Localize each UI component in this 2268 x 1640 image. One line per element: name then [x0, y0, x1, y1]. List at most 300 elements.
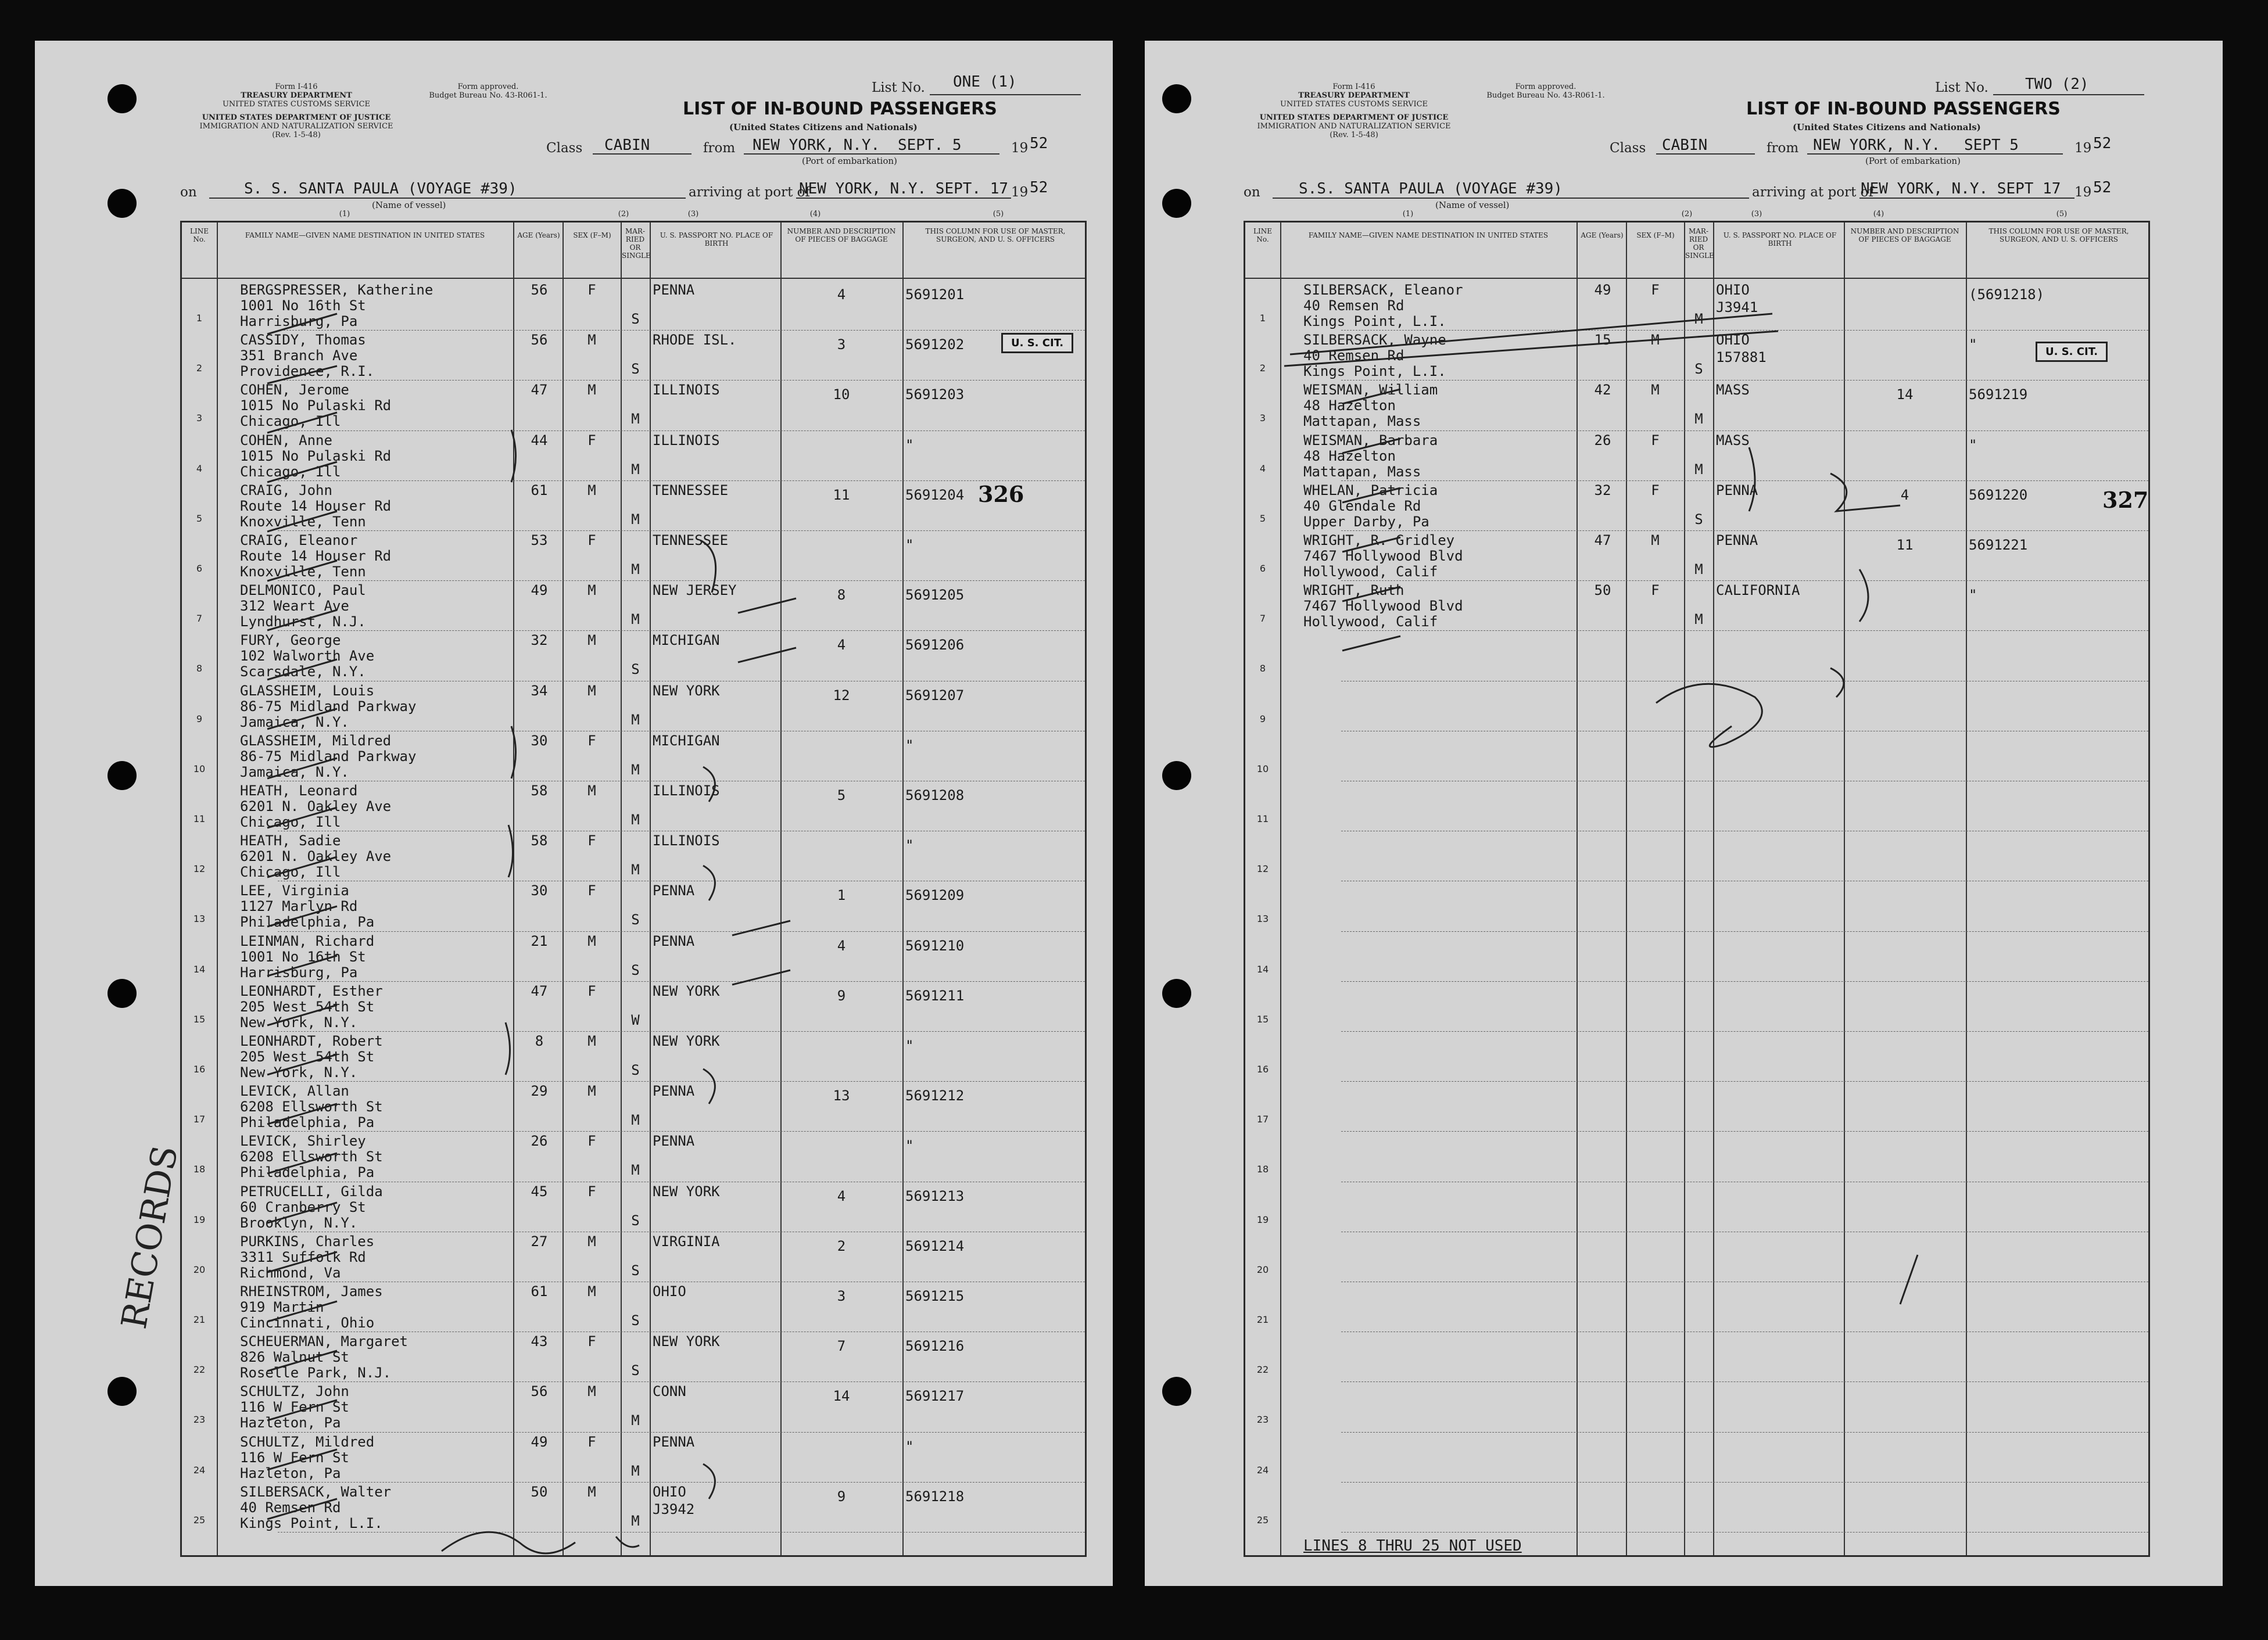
passenger-name: BERGSPRESSER, Katherine: [240, 282, 433, 298]
passenger-sex: M: [587, 932, 596, 949]
passenger-sex: M: [587, 582, 596, 599]
class-line: [1656, 153, 1755, 155]
place-of-birth: ILLINOIS: [653, 832, 720, 849]
passenger-name: HEATH, Sadie: [240, 832, 341, 849]
place-of-birth: MICHIGAN: [653, 732, 720, 749]
col-number: (5): [993, 210, 1004, 218]
baggage-count: 4: [837, 937, 846, 954]
row-line-number: 16: [1256, 1064, 1269, 1075]
marital-status: S: [631, 961, 640, 978]
row-line-number: 25: [1256, 1514, 1269, 1526]
arrival-year: 52: [1030, 179, 1048, 196]
row-separator: [1341, 1031, 2148, 1032]
row-line-number: 15: [193, 1013, 206, 1025]
address-city: Chicago, Ill: [240, 413, 341, 430]
row-line-number: 1: [196, 313, 203, 324]
address-city: Roselle Park, N.J.: [240, 1365, 392, 1381]
on-label: on: [1244, 185, 1260, 200]
passenger-sex: M: [587, 1283, 596, 1300]
passenger-name: SILBERSACK, Wayne: [1303, 332, 1446, 349]
place-of-birth: ILLINOIS: [653, 432, 720, 448]
place-of-birth: ILLINOIS: [653, 382, 720, 399]
from-date: SEPT 5: [1964, 137, 2019, 154]
officer-number: (5691218): [1969, 286, 2045, 303]
form-revision: (Rev. 1-5-48): [272, 131, 321, 139]
baggage-count: 13: [833, 1088, 850, 1104]
address-city: Chicago, Ill: [240, 814, 341, 830]
passenger-sex: F: [587, 1133, 596, 1150]
address-city: Philadelphia, Pa: [240, 1164, 375, 1181]
place-of-birth: TENNESSEE: [653, 532, 729, 548]
row-separator: [1341, 380, 2148, 381]
place-of-birth: NEW YORK: [653, 1183, 720, 1200]
address-street: 919 Martin: [240, 1299, 324, 1315]
baggage-count: 14: [1896, 386, 1914, 403]
address-city: Mattapan, Mass: [1303, 413, 1421, 430]
budget-bureau: Budget Bureau No. 43-R061-1.: [1486, 91, 1605, 100]
passenger-name: WEISMAN, William: [1303, 382, 1438, 399]
place-of-birth: CALIFORNIA: [1716, 582, 1800, 599]
us-cit-stamp: U. S. CIT.: [1001, 333, 1073, 353]
baggage-count: 4: [1900, 486, 1909, 503]
arriving-label: arriving at port of: [689, 185, 810, 200]
address-street: 3311 Suffolk Rd: [240, 1248, 366, 1265]
passenger-sex: F: [587, 1433, 596, 1450]
row-line-number: 18: [193, 1164, 206, 1175]
baggage-count: 4: [837, 286, 846, 303]
address-street: 48 Hazelton: [1303, 447, 1396, 464]
row-line-number: 19: [1256, 1214, 1269, 1225]
row-separator: [1341, 1482, 2148, 1483]
baggage-count: 1: [837, 887, 846, 904]
passenger-age: 30: [531, 882, 548, 899]
passenger-age: 45: [531, 1183, 548, 1200]
binder-hole: [108, 761, 137, 790]
baggage-count: 7: [837, 1338, 846, 1355]
passenger-sex: F: [587, 832, 596, 849]
passenger-age: 47: [531, 382, 548, 399]
agency-customs: UNITED STATES CUSTOMS SERVICE: [222, 100, 371, 109]
col-number: (1): [339, 210, 350, 218]
row-line-number: 19: [193, 1214, 206, 1225]
baggage-count: 3: [837, 1288, 846, 1304]
vessel-note: (Name of vessel): [372, 200, 446, 210]
officer-number: 5691205: [905, 587, 965, 604]
address-city: Philadelphia, Pa: [240, 914, 375, 931]
address-street: 351 Branch Ave: [240, 347, 358, 364]
address-city: Hazleton, Pa: [240, 1465, 341, 1481]
header-line: LINE No.: [190, 227, 209, 243]
row-line-number: 16: [193, 1064, 206, 1075]
col-number: (2): [618, 210, 629, 218]
address-street: 40 Remsen Rd: [240, 1499, 341, 1516]
form-number: Form I-416: [1332, 82, 1375, 91]
marital-status: M: [631, 1112, 640, 1129]
row-separator: [1341, 480, 2148, 481]
row-separator: [1341, 931, 2148, 932]
marital-status: M: [631, 761, 640, 778]
baggage-count: 11: [1896, 537, 1914, 553]
binder-hole: [108, 979, 137, 1008]
passenger-age: 26: [531, 1133, 548, 1150]
officer-number: ": [1969, 336, 1977, 353]
header-officers: THIS COLUMN FOR USE OF MASTER, SURGEON, AND U. S. OFFICERS: [1988, 227, 2129, 243]
row-separator: [278, 380, 1085, 381]
row-separator: [278, 480, 1085, 481]
passenger-name: CRAIG, Eleanor: [240, 532, 358, 548]
passenger-name: LEONHARDT, Robert: [240, 1033, 383, 1049]
place-of-birth: MICHIGAN: [653, 632, 720, 649]
row-separator: [278, 1432, 1085, 1433]
agency-customs: UNITED STATES CUSTOMS SERVICE: [1280, 100, 1428, 109]
place-of-birth: PENNA: [1716, 482, 1758, 498]
marital-status: M: [631, 411, 640, 428]
passenger-age: 61: [531, 482, 548, 498]
address-street: 102 Walworth Ave: [240, 648, 375, 665]
marital-status: M: [631, 561, 640, 577]
form-approved: Form approved.: [1515, 82, 1577, 91]
row-separator: [278, 981, 1085, 982]
baggage-count: 3: [837, 336, 846, 353]
form-approved: Form approved.: [457, 82, 519, 91]
address-city: Knoxville, Tenn: [240, 564, 366, 580]
list-no-value: ONE (1): [953, 73, 1017, 91]
row-line-number: 4: [196, 462, 203, 474]
row-separator: [1341, 530, 2148, 531]
address-street: Route 14 Houser Rd: [240, 548, 392, 564]
row-line-number: 20: [1256, 1264, 1269, 1275]
address-street: 40 Remsen Rd: [1303, 297, 1404, 314]
lines-not-used-note: LINES 8 THRU 25 NOT USED: [1303, 1537, 1522, 1555]
address-city: Richmond, Va: [240, 1264, 341, 1281]
vessel-name: S.S. SANTA PAULA (VOYAGE #39): [1299, 180, 1563, 198]
passenger-name: SCHULTZ, John: [240, 1383, 349, 1400]
place-of-birth: PENNA: [653, 1433, 695, 1450]
passenger-sex: F: [587, 432, 596, 448]
address-street: 6201 N. Oakley Ave: [240, 848, 392, 865]
manifest-sheet-left: [35, 41, 1113, 1586]
row-line-number: 23: [193, 1414, 206, 1426]
officer-number: ": [905, 1137, 914, 1154]
from-value: NEW YORK, N.Y.: [1813, 137, 1941, 154]
row-line-number: 14: [1256, 963, 1269, 975]
row-line-number: 12: [1256, 863, 1269, 875]
address-city: Upper Darby, Pa: [1303, 513, 1429, 530]
marital-status: S: [631, 1062, 640, 1078]
on-label: on: [180, 185, 197, 200]
binder-hole: [1162, 189, 1191, 218]
address-city: Knoxville, Tenn: [240, 513, 366, 530]
officer-number: 5691221: [1969, 537, 2028, 553]
row-line-number: 3: [196, 412, 203, 424]
passenger-age: 44: [531, 432, 548, 448]
row-line-number: 2: [1259, 363, 1266, 374]
place-of-birth: VIRGINIA: [653, 1233, 720, 1250]
marital-status: S: [1694, 361, 1703, 378]
page-number: 327: [2102, 487, 2149, 513]
passenger-name: LEVICK, Shirley: [240, 1133, 366, 1150]
year-prefix: 19: [1011, 141, 1029, 156]
officer-number: ": [905, 737, 914, 753]
officer-number: 5691206: [905, 637, 965, 654]
marital-status: M: [631, 1162, 640, 1179]
passenger-sex: F: [587, 982, 596, 999]
baggage-count: 2: [837, 1237, 846, 1254]
address-city: Brooklyn, N.Y.: [240, 1214, 358, 1231]
header-married: MAR-RIED OR SINGLE: [622, 227, 651, 260]
marital-status: S: [1694, 511, 1703, 527]
passenger-sex: F: [1651, 582, 1660, 599]
col-number: (5): [2056, 210, 2068, 218]
row-line-number: 5: [1259, 512, 1266, 524]
list-no-line: [1993, 94, 2144, 95]
header-name: FAMILY NAME—GIVEN NAME DESTINATION IN UNITED STATES: [1308, 231, 1549, 239]
passenger-sex: F: [1651, 282, 1660, 298]
address-street: 1001 No 16th St: [240, 297, 366, 314]
officer-number: 5691220: [1969, 486, 2028, 503]
passenger-name: CASSIDY, Thomas: [240, 332, 366, 349]
class-value: CABIN: [1662, 137, 1708, 154]
vessel-line: [209, 198, 686, 199]
row-line-number: 24: [193, 1464, 206, 1476]
row-line-number: 13: [1256, 913, 1269, 925]
row-line-number: 24: [1256, 1464, 1269, 1476]
address-street: 7467 Hollywood Blvd: [1303, 598, 1463, 615]
row-separator: [278, 931, 1085, 932]
baggage-count: 8: [837, 587, 846, 604]
passenger-sex: M: [587, 332, 596, 349]
arrival-line: [796, 198, 1011, 199]
passenger-age: 49: [531, 582, 548, 599]
row-separator: [1341, 1131, 2148, 1132]
passport-number: J3941: [1716, 299, 1758, 315]
passenger-age: 34: [531, 682, 548, 699]
binder-hole: [1162, 761, 1191, 790]
year-suffix: 52: [2093, 135, 2112, 152]
baggage-count: 4: [837, 1187, 846, 1204]
form-subtitle: (United States Citizens and Nationals): [1793, 122, 1981, 132]
marital-status: S: [631, 1212, 640, 1229]
form-title: LIST OF IN-BOUND PASSENGERS: [683, 99, 997, 119]
row-line-number: 25: [193, 1514, 206, 1526]
place-of-birth: NEW YORK: [653, 1333, 720, 1350]
row-line-number: 8: [1259, 663, 1266, 674]
address-street: 40 Glendale Rd: [1303, 497, 1421, 514]
passenger-name: RHEINSTROM, James: [240, 1283, 383, 1300]
officer-number: 5691213: [905, 1187, 965, 1204]
col-number: (4): [809, 210, 821, 218]
address-city: Kings Point, L.I.: [240, 1515, 383, 1531]
officer-number: 5691217: [905, 1388, 965, 1405]
passenger-sex: F: [587, 282, 596, 298]
place-of-birth: PENNA: [653, 882, 695, 899]
passenger-age: 50: [1594, 582, 1611, 599]
address-street: 86-75 Midland Parkway: [240, 748, 417, 765]
passenger-name: LEE, Virginia: [240, 882, 349, 899]
marital-status: M: [1694, 311, 1703, 327]
from-line: [1807, 153, 2063, 155]
passenger-sex: M: [587, 783, 596, 799]
officer-number: ": [905, 436, 914, 453]
passenger-sex: F: [587, 1333, 596, 1350]
baggage-count: 9: [837, 1488, 846, 1505]
place-of-birth: NEW YORK: [653, 982, 720, 999]
passenger-name: SCHEUERMAN, Margaret: [240, 1333, 408, 1350]
address-street: 86-75 Midland Parkway: [240, 698, 417, 715]
marital-status: S: [631, 311, 640, 327]
row-separator: [1341, 981, 2148, 982]
row-separator: [1341, 330, 2148, 331]
passenger-age: 58: [531, 832, 548, 849]
embark-note: (Port of embarkation): [802, 156, 897, 166]
officer-number: 5691202: [905, 336, 965, 353]
marital-status: M: [631, 611, 640, 628]
baggage-count: 4: [837, 637, 846, 654]
passenger-age: 21: [531, 932, 548, 949]
row-separator: [1341, 580, 2148, 581]
from-date: SEPT. 5: [898, 137, 962, 154]
passenger-age: 56: [531, 282, 548, 298]
row-line-number: 14: [193, 963, 206, 975]
address-city: Harrisburg, Pa: [240, 313, 358, 329]
passenger-sex: F: [1651, 482, 1660, 498]
row-line-number: 21: [193, 1314, 206, 1325]
row-separator: [278, 1081, 1085, 1082]
passenger-name: FURY, George: [240, 632, 341, 649]
passenger-sex: M: [1651, 382, 1660, 399]
row-line-number: 8: [196, 663, 203, 674]
from-label: from: [1767, 141, 1799, 156]
officer-number: ": [905, 1438, 914, 1455]
place-of-birth: CONN: [653, 1383, 686, 1400]
officer-number: 5691211: [905, 987, 965, 1004]
address-street: 1015 No Pulaski Rd: [240, 397, 392, 414]
marital-status: M: [631, 812, 640, 828]
address-city: Jamaica, N.Y.: [240, 713, 349, 730]
address-city: Kings Point, L.I.: [1303, 313, 1446, 329]
row-line-number: 15: [1256, 1013, 1269, 1025]
row-line-number: 9: [1259, 713, 1266, 724]
list-no-label: List No.: [872, 80, 925, 95]
place-of-birth: OHIO: [653, 1483, 686, 1500]
row-line-number: 7: [1259, 613, 1266, 625]
row-separator: [1341, 630, 2148, 631]
passenger-sex: M: [587, 1383, 596, 1400]
header-name: FAMILY NAME—GIVEN NAME DESTINATION IN UNITED STATES: [245, 231, 485, 239]
passenger-age: 8: [535, 1033, 544, 1049]
row-line-number: 2: [196, 363, 203, 374]
year-prefix: 19: [2074, 141, 2092, 156]
officer-number: 5691212: [905, 1088, 965, 1104]
header-passport: U. S. PASSPORT NO. PLACE OF BIRTH: [660, 231, 773, 247]
address-street: 1015 No Pulaski Rd: [240, 447, 392, 464]
col-number: (1): [1402, 210, 1414, 218]
passenger-age: 29: [531, 1083, 548, 1100]
officer-number: 5691214: [905, 1237, 965, 1254]
passenger-sex: M: [587, 482, 596, 498]
baggage-count: 9: [837, 987, 846, 1004]
address-city: Providence, R.I.: [240, 363, 375, 380]
agency-justice: UNITED STATES DEPARTMENT OF JUSTICE: [202, 113, 391, 122]
vessel-line: [1273, 198, 1749, 199]
page-number: 326: [978, 481, 1024, 507]
arrival-year-prefix: 19: [2074, 185, 2092, 200]
place-of-birth: OHIO: [653, 1283, 686, 1300]
officer-number: 5691219: [1969, 386, 2028, 403]
passenger-age: 53: [531, 532, 548, 548]
row-separator: [278, 1482, 1085, 1483]
address-street: 116 W Fern St: [240, 1399, 349, 1416]
place-of-birth: MASS: [1716, 382, 1750, 399]
binder-hole: [108, 1377, 137, 1406]
marital-status: S: [631, 1362, 640, 1379]
header-passport: U. S. PASSPORT NO. PLACE OF BIRTH: [1723, 231, 1837, 247]
address-street: 312 Weart Ave: [240, 598, 349, 615]
passenger-age: 47: [1594, 532, 1611, 548]
marital-status: M: [631, 1412, 640, 1429]
baggage-count: 11: [833, 486, 850, 503]
passenger-name: COHEN, Anne: [240, 432, 332, 448]
passenger-sex: F: [1651, 432, 1660, 448]
passenger-age: 47: [531, 982, 548, 999]
marital-status: S: [631, 911, 640, 928]
marital-status: M: [631, 461, 640, 478]
passenger-sex: M: [1651, 532, 1660, 548]
form-subtitle: (United States Citizens and Nationals): [729, 122, 918, 132]
form-revision: (Rev. 1-5-48): [1330, 131, 1378, 139]
row-line-number: 17: [1256, 1114, 1269, 1125]
marital-status: M: [1694, 611, 1703, 628]
passenger-sex: F: [587, 732, 596, 749]
passenger-age: 15: [1594, 332, 1611, 349]
row-separator: [278, 580, 1085, 581]
agency-justice: UNITED STATES DEPARTMENT OF JUSTICE: [1259, 113, 1449, 122]
row-line-number: 21: [1256, 1314, 1269, 1325]
col-number: (3): [1751, 210, 1762, 218]
place-of-birth: MASS: [1716, 432, 1750, 448]
manifest-sheet-right: [1145, 41, 2223, 1586]
address-street: 48 Hazelton: [1303, 397, 1396, 414]
row-separator: [1341, 1381, 2148, 1382]
marital-status: M: [631, 711, 640, 728]
row-separator: [278, 430, 1085, 431]
row-line-number: 18: [1256, 1164, 1269, 1175]
passenger-name: CRAIG, John: [240, 482, 332, 498]
binder-hole: [108, 189, 137, 218]
passenger-age: 32: [1594, 482, 1611, 498]
row-line-number: 22: [1256, 1364, 1269, 1376]
row-separator: [1341, 1532, 2148, 1533]
us-cit-stamp: U. S. CIT.: [2036, 342, 2108, 362]
place-of-birth: RHODE ISL.: [653, 332, 737, 349]
row-separator: [278, 1031, 1085, 1032]
passenger-name: GLASSHEIM, Louis: [240, 682, 375, 699]
binder-hole: [1162, 84, 1191, 113]
passenger-sex: F: [587, 1183, 596, 1200]
marital-status: M: [631, 862, 640, 878]
row-line-number: 4: [1259, 462, 1266, 474]
binder-hole: [1162, 1377, 1191, 1406]
baggage-count: 14: [833, 1388, 850, 1405]
officer-number: ": [905, 1038, 914, 1054]
address-street: 826 Walnut St: [240, 1349, 349, 1366]
officer-number: ": [905, 537, 914, 553]
from-label: from: [703, 141, 736, 156]
passenger-age: 61: [531, 1283, 548, 1300]
officer-number: 5691208: [905, 787, 965, 803]
address-street: 60 Cranberry St: [240, 1198, 366, 1215]
marital-status: W: [631, 1011, 640, 1028]
